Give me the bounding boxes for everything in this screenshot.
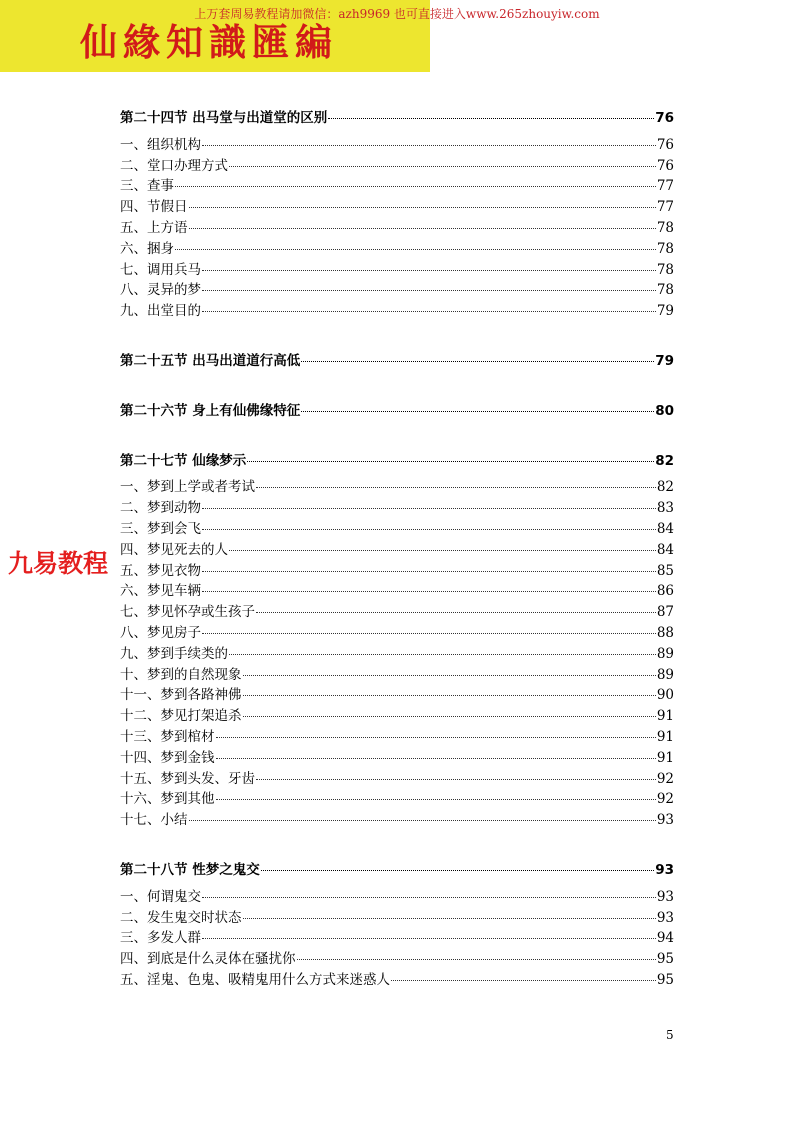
toc-entry[interactable] bbox=[120, 949, 674, 970]
toc-section[interactable] bbox=[120, 860, 674, 881]
dot-leader bbox=[202, 508, 656, 509]
dot-leader bbox=[202, 938, 656, 939]
dot-leader bbox=[256, 779, 656, 780]
toc-section[interactable] bbox=[120, 108, 674, 129]
toc-entry[interactable] bbox=[120, 301, 674, 322]
dot-leader bbox=[301, 411, 654, 412]
toc-entry-title: 十七、小结 bbox=[120, 812, 188, 829]
toc-entry-title: 十、梦到的自然现象 bbox=[120, 666, 242, 683]
toc-entry-page: 92 bbox=[656, 770, 674, 787]
toc-entry[interactable] bbox=[120, 748, 674, 769]
toc-entry-page: 95 bbox=[656, 951, 674, 968]
toc-entry-page: 91 bbox=[656, 728, 674, 745]
toc-section-title: 第二十四节 出马堂与出道堂的区别 bbox=[120, 110, 328, 126]
toc-entry-page: 92 bbox=[656, 791, 674, 808]
toc-entry-title: 二、发生鬼交时状态 bbox=[120, 909, 242, 926]
toc-entry-page: 84 bbox=[656, 520, 674, 537]
toc-entry[interactable] bbox=[120, 197, 674, 218]
dot-leader bbox=[202, 145, 656, 146]
toc-entry-title: 九、梦到手续类的 bbox=[120, 645, 228, 662]
toc-entry[interactable] bbox=[120, 135, 674, 156]
toc-entry-title: 七、调用兵马 bbox=[120, 261, 201, 278]
toc-entry[interactable] bbox=[120, 727, 674, 748]
toc-entry-page: 78 bbox=[656, 219, 674, 236]
toc-section-title: 第二十七节 仙缘梦示 bbox=[120, 452, 247, 469]
dot-leader bbox=[261, 870, 655, 871]
toc-entry-title: 八、灵异的梦 bbox=[120, 282, 201, 299]
toc-entry[interactable] bbox=[120, 810, 674, 831]
watermark-text: 九易教程 bbox=[8, 549, 109, 578]
toc-entry[interactable] bbox=[120, 602, 674, 623]
page-number: 5 bbox=[666, 1028, 674, 1042]
toc-entry-title: 三、梦到会飞 bbox=[120, 520, 201, 537]
dot-leader bbox=[301, 361, 654, 362]
dot-leader bbox=[297, 959, 656, 960]
toc-section-page: 79 bbox=[655, 352, 674, 369]
toc-entry[interactable] bbox=[120, 498, 674, 519]
dot-leader bbox=[243, 695, 656, 696]
dot-leader bbox=[256, 487, 656, 488]
toc-section-title: 第二十八节 性梦之鬼交 bbox=[120, 861, 260, 878]
toc-entry-title: 十一、梦到各路神佛 bbox=[120, 687, 242, 704]
toc-entry-title: 一、梦到上学或者考试 bbox=[120, 479, 255, 496]
toc-entry-title: 四、节假日 bbox=[120, 199, 188, 216]
dot-leader bbox=[216, 758, 656, 759]
dot-leader bbox=[243, 716, 656, 717]
toc-entry[interactable] bbox=[120, 665, 674, 686]
toc-entry-title: 六、梦见车辆 bbox=[120, 583, 201, 600]
toc-entry-page: 93 bbox=[656, 888, 674, 905]
toc-entry-title: 四、到底是什么灵体在骚扰你 bbox=[120, 951, 296, 968]
toc-entry[interactable] bbox=[120, 218, 674, 239]
dot-leader bbox=[243, 675, 656, 676]
toc-entry[interactable] bbox=[120, 706, 674, 727]
toc-section-page: 76 bbox=[655, 110, 674, 126]
toc-entry[interactable] bbox=[120, 280, 674, 301]
toc-entry-page: 84 bbox=[656, 541, 674, 558]
toc-entry[interactable] bbox=[120, 540, 674, 561]
dot-leader bbox=[202, 311, 656, 312]
toc-entry[interactable] bbox=[120, 156, 674, 177]
table-of-contents bbox=[120, 108, 674, 991]
dot-leader bbox=[243, 918, 656, 919]
toc-entry-page: 78 bbox=[656, 240, 674, 257]
toc-entry[interactable] bbox=[120, 887, 674, 908]
toc-entry-title: 六、捆身 bbox=[120, 240, 174, 257]
dot-leader bbox=[189, 228, 656, 229]
toc-entry[interactable] bbox=[120, 176, 674, 197]
toc-entry-page: 89 bbox=[656, 645, 674, 662]
dot-leader bbox=[256, 612, 656, 613]
toc-entry[interactable] bbox=[120, 239, 674, 260]
dot-leader bbox=[229, 166, 656, 167]
toc-entry-title: 十四、梦到金钱 bbox=[120, 749, 215, 766]
toc-entry-page: 78 bbox=[656, 261, 674, 278]
toc-entry-page: 93 bbox=[656, 909, 674, 926]
toc-section-page: 82 bbox=[655, 452, 674, 469]
toc-entry-title: 七、梦见怀孕或生孩子 bbox=[120, 604, 255, 621]
dot-leader bbox=[202, 591, 656, 592]
dot-leader bbox=[202, 897, 656, 898]
toc-entry[interactable] bbox=[120, 685, 674, 706]
toc-section[interactable] bbox=[120, 351, 674, 372]
toc-entry-title: 二、梦到动物 bbox=[120, 500, 201, 517]
dot-leader bbox=[216, 737, 656, 738]
toc-entry-page: 83 bbox=[656, 500, 674, 517]
dot-leader bbox=[175, 186, 656, 187]
toc-entry-title: 四、梦见死去的人 bbox=[120, 541, 228, 558]
toc-entry-page: 77 bbox=[656, 178, 674, 195]
toc-entry[interactable] bbox=[120, 789, 674, 810]
toc-entry[interactable] bbox=[120, 644, 674, 665]
toc-entry-page: 95 bbox=[656, 971, 674, 988]
dot-leader bbox=[202, 290, 656, 291]
toc-entry-page: 82 bbox=[656, 479, 674, 496]
toc-entry-page: 89 bbox=[656, 666, 674, 683]
toc-entry[interactable] bbox=[120, 519, 674, 540]
banner-title: 仙緣知識匯編 bbox=[80, 20, 338, 64]
toc-entry-page: 78 bbox=[656, 282, 674, 299]
toc-entry-page: 91 bbox=[656, 749, 674, 766]
toc-entry-title: 九、出堂目的 bbox=[120, 303, 201, 320]
toc-entry[interactable] bbox=[120, 581, 674, 602]
toc-entry[interactable] bbox=[120, 769, 674, 790]
toc-entry[interactable] bbox=[120, 260, 674, 281]
toc-section-page: 93 bbox=[655, 861, 674, 878]
promo-note: 上万套周易教程请加微信：azh9969 也可直接进入www.265zhouyiw.com bbox=[194, 7, 600, 21]
dot-leader bbox=[328, 118, 654, 119]
toc-entry-title: 八、梦见房子 bbox=[120, 624, 201, 641]
dot-leader bbox=[229, 654, 656, 655]
toc-entry-title: 三、查事 bbox=[120, 178, 174, 195]
dot-leader bbox=[202, 270, 656, 271]
dot-leader bbox=[189, 820, 656, 821]
toc-entry-page: 77 bbox=[656, 199, 674, 216]
toc-entry-title: 三、多发人群 bbox=[120, 930, 201, 947]
toc-entry-page: 94 bbox=[656, 930, 674, 947]
toc-entry-page: 79 bbox=[656, 303, 674, 320]
toc-entry-page: 91 bbox=[656, 708, 674, 725]
dot-leader bbox=[229, 550, 656, 551]
toc-entry-page: 86 bbox=[656, 583, 674, 600]
toc-entry-title: 五、梦见衣物 bbox=[120, 562, 201, 579]
toc-section-title: 第二十五节 出马出道道行高低 bbox=[120, 352, 301, 369]
toc-entry[interactable] bbox=[120, 561, 674, 582]
toc-entry[interactable] bbox=[120, 477, 674, 498]
toc-entry[interactable] bbox=[120, 928, 674, 949]
toc-section[interactable] bbox=[120, 451, 674, 472]
toc-entry-page: 76 bbox=[656, 157, 674, 174]
toc-entry-title: 一、组织机构 bbox=[120, 136, 201, 153]
toc-entry-page: 87 bbox=[656, 604, 674, 621]
dot-leader bbox=[202, 529, 656, 530]
dot-leader bbox=[189, 207, 656, 208]
dot-leader bbox=[202, 633, 656, 634]
toc-entry-page: 85 bbox=[656, 562, 674, 579]
toc-entry-page: 90 bbox=[656, 687, 674, 704]
toc-entry-title: 二、堂口办理方式 bbox=[120, 157, 228, 174]
toc-section-page: 80 bbox=[655, 402, 674, 419]
toc-entry-title: 十五、梦到头发、牙齿 bbox=[120, 770, 255, 787]
toc-entry-page: 93 bbox=[656, 812, 674, 829]
toc-entry[interactable] bbox=[120, 970, 674, 991]
dot-leader bbox=[247, 461, 654, 462]
toc-entry-title: 五、上方语 bbox=[120, 219, 188, 236]
dot-leader bbox=[175, 249, 656, 250]
dot-leader bbox=[202, 571, 656, 572]
dot-leader bbox=[391, 980, 656, 981]
toc-section-title: 第二十六节 身上有仙佛缘特征 bbox=[120, 402, 301, 419]
toc-section[interactable] bbox=[120, 401, 674, 422]
toc-entry-title: 五、淫鬼、色鬼、吸精鬼用什么方式来迷惑人 bbox=[120, 971, 390, 988]
toc-entry-title: 一、何谓鬼交 bbox=[120, 888, 201, 905]
toc-entry[interactable] bbox=[120, 908, 674, 929]
toc-entry[interactable] bbox=[120, 623, 674, 644]
toc-entry-title: 十二、梦见打架追杀 bbox=[120, 708, 242, 725]
toc-entry-title: 十三、梦到棺材 bbox=[120, 728, 215, 745]
dot-leader bbox=[216, 799, 656, 800]
toc-entry-page: 88 bbox=[656, 624, 674, 641]
toc-entry-title: 十六、梦到其他 bbox=[120, 791, 215, 808]
toc-entry-page: 76 bbox=[656, 136, 674, 153]
